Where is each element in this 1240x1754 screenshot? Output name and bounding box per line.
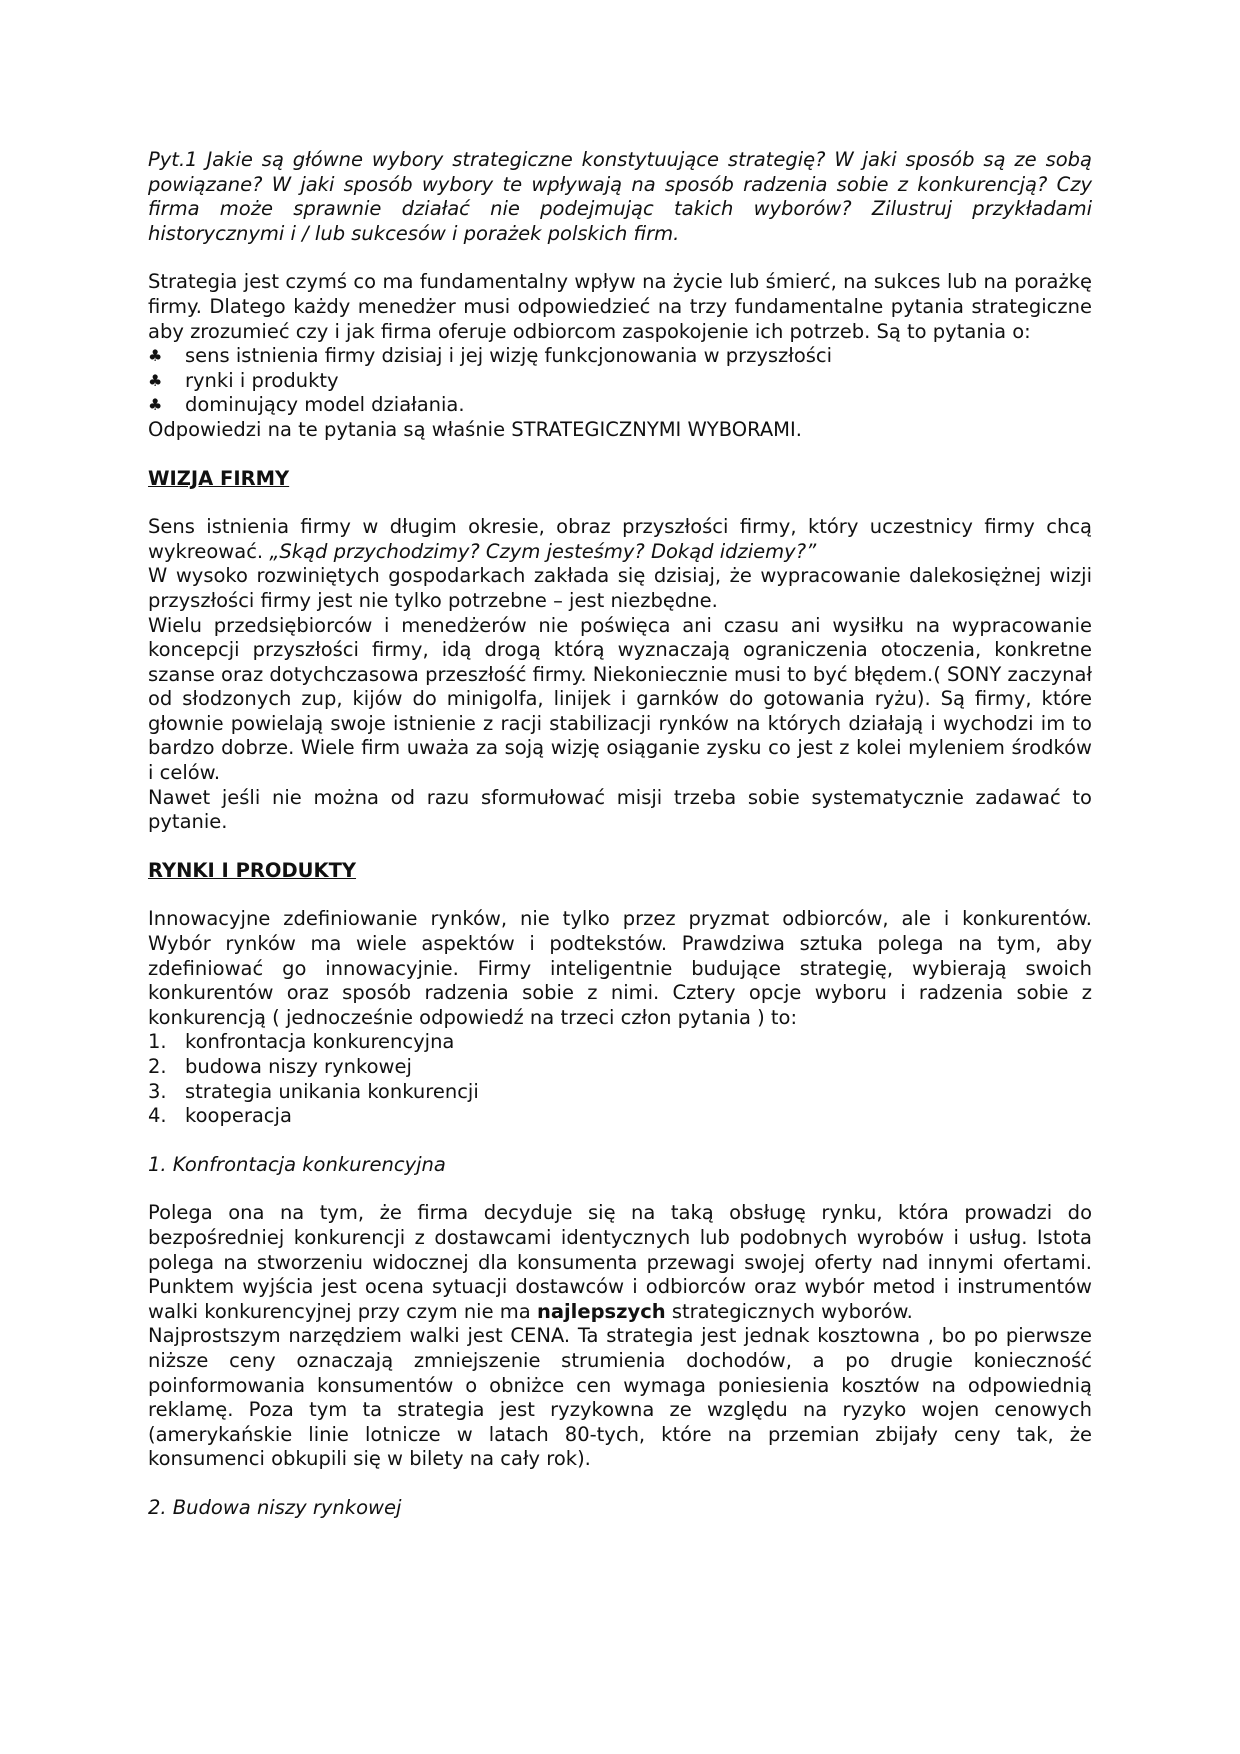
list-item [148,344,1092,369]
vision-p1-quote: „Skąd przychodzimy? Czym jesteśmy? Dokąd idziemy?” [269,539,817,563]
list-item [148,393,1092,418]
list-item-number: 4. [148,1104,167,1128]
confrontation-p1-bold: najlepszych [536,1299,666,1323]
list-item-text: sens istnienia firmy dzisiaj i jej wizję funkcjonowania w przyszłości [185,344,833,368]
list-item-number: 2. [148,1055,167,1078]
vision-paragraph-1 [148,515,1092,564]
list-item-text: rynki i produkty [185,368,339,392]
list-item-text: kooperacja [185,1104,292,1128]
confrontation-heading: 1. Konfrontacja konkurencyjna [148,1152,446,1176]
list-item-text: strategia unikania konkurencji [185,1079,479,1103]
confrontation-p1-end: strategicznych wyborów. [665,1299,913,1323]
markets-paragraph: Innowacyjne zdefiniowanie rynków, nie tylko przez pryzmat odbiorców, ale i konkurentów. Wybór rynków ma wiele aspektów i podtekstów. Prawdziwa sztuka polega na tym, aby zdefiniować go innowacyjnie. Firmy inteligentnie budujące strategię, wybierają swoich konkurentów oraz sposób radzenia sobie z nimi. Cztery opcje wyboru i radzenia sobie z konkurencją ( jednocześnie odpowiedź na trzeci człon pytania ) to: [148,907,1092,1029]
vision-heading: WIZJA FIRMY [148,466,290,490]
confrontation-paragraph-2: Najprostszym narzędziem walki jest CENA. Ta strategia jest jednak kosztowna , bo po pierwsze niższe ceny oznaczają zmniejszenie strumienia dochodów, a po drugie konieczność poinformowania konsumentów o obniżce cen wymaga poniesienia kosztów na odpowiednią reklamę. Poza tym ta strategia jest ryzykowna ze względu na ryzyko wojen cenowych (amerykańskie linie lotnicze w latach 80-tych, które na przemian zbijały ceny tak, że konsumenci obkupili się w bilety na cały rok). [148,1324,1092,1471]
list-item-number: 3. [148,1079,167,1103]
confrontation-paragraph-1 [148,1201,1092,1324]
list-item-text: dominujący model działania. [185,393,465,417]
list-item [148,1055,1092,1080]
markets-heading: RYNKI I PRODUKTY [148,858,357,882]
spacer [148,246,1092,270]
vision-paragraph-4: Nawet jeśli nie można od razu sformułować misji trzeba sobie systematycznie zadawać to pytanie. [148,785,1092,834]
intro-paragraph: Strategia jest czymś co ma fundamentalny wpływ na życie lub śmierć, na sukces lub na porażkę firmy. Dlatego każdy menedżer musi odpowiedzieć na trzy fundamentalne pytania strategiczne aby zrozumieć czy i jak firma oferuje odbiorcom zaspokojenie ich potrzeb. Są to pytania o: [148,270,1092,343]
list-item [148,1030,1092,1055]
document-page [148,148,1092,1521]
list-item-text: konfrontacja konkurencyjna [185,1030,455,1054]
intro-closing: Odpowiedzi na te pytania są właśnie STRATEGICZNYMI WYBORAMI. [148,417,802,441]
list-item [148,1104,1092,1129]
vision-paragraph-3: Wielu przedsiębiorców i menedżerów nie poświęca ani czasu ani wysiłku na wypracowanie koncepcji przyszłości firmy, idą drogą którą wyznaczają ograniczenia otoczenia, konkretne szanse oraz dotychczasowa przeszłość firmy. Niekoniecznie musi to być błędem.( SONY zaczynał od słodzonych zup, kijów do minigolfa, linijek i garnków do gotowania ryżu). Są firmy, które głownie powielają swoje istnienie z racji stabilizacji rynków na których działają i wychodzi im to bardzo dobrze. Wiele firm uważa za soją wizję osiąganie zysku co jest z kolei myleniem środków i celów. [148,613,1092,785]
vision-paragraph-2: W wysoko rozwiniętych gospodarkach zakłada się dzisiaj, że wypracowanie dalekosiężnej wizji przyszłości firmy jest nie tylko potrzebne – jest niezbędne. [148,564,1092,612]
list-item [148,1080,1092,1105]
spacer [148,491,1092,515]
spacer [148,1129,1092,1153]
club-bullet-icon: ♣ [148,395,163,415]
list-item [148,369,1092,394]
vision-p1-text: Sens istnienia firmy w długim okresie, obraz przyszłości firmy, który uczestnicy firmy chcą wykreować. [148,515,1092,563]
confrontation-p1-text: Polega ona na tym, że firma decyduje się na taką obsługę rynku, która prowadzi do bezpośredniej konkurencji z dostawcami identycznych lub podobnych wyrobów i usług. Istota polega na stworzeniu widocznej dla konsumenta przewagi swojej oferty nad innymi ofertami. Punktem wyjścia jest ocena sytuacji dostawców i odbiorców oraz wybór metod i instrumentów walki konkurencyjnej przy czym nie ma [148,1201,1092,1323]
spacer [148,443,1092,467]
question-text: Pyt.1 Jakie są główne wybory strategiczne konstytuujące strategię? W jaki sposób są ze sobą powiązane? W jaki sposób wybory te wpływają na sposób radzenia sobie z konkurencją? Czy firma może sprawnie działać nie podejmując takich wyborów? Zilustruj przykładami historycznymi i / lub sukcesów i porażek polskich firm. [148,148,1092,245]
spacer [148,835,1092,859]
club-bullet-icon: ♣ [148,370,163,390]
list-item-number: 1. [148,1030,167,1054]
club-bullet-icon: ♣ [148,346,163,366]
niche-heading: 2. Budowa niszy rynkowej [148,1495,402,1519]
spacer [148,1177,1092,1201]
spacer [148,1472,1092,1496]
list-item-text: budowa niszy rynkowej [185,1055,412,1078]
strategic-questions-list [148,344,1092,418]
spacer [148,883,1092,907]
competition-options-list [148,1030,1092,1128]
